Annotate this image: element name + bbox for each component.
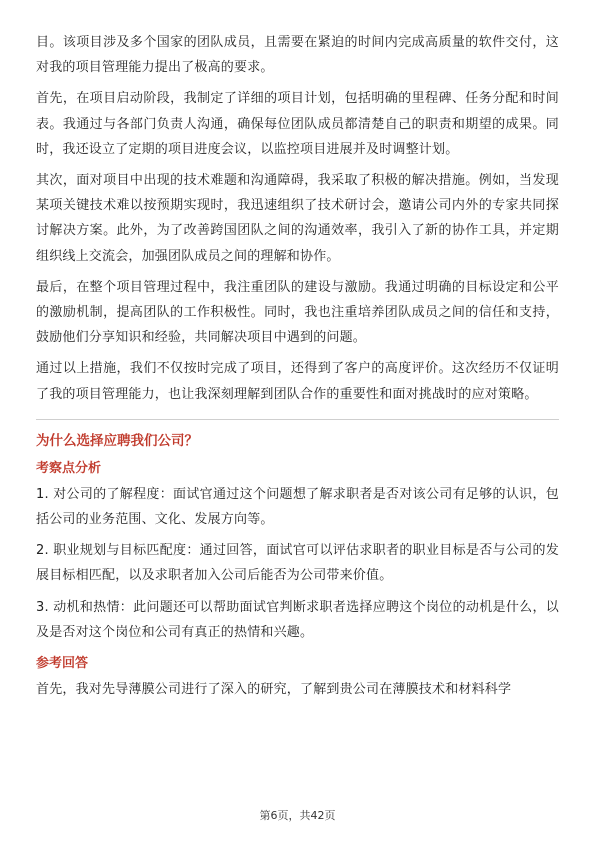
- answer-heading: 参考回答: [36, 656, 89, 672]
- body-paragraph: 目。该项目涉及多个国家的团队成员，且需要在紧迫的时间内完成高质量的软件交付，这对我的项目管理能力提出了极高的要求。: [36, 35, 559, 76]
- body-paragraph: 最后，在整个项目管理过程中，我注重团队的建设与激励。我通过明确的目标设定和公平的激励机制，提高团队的工作积极性。同时，我也注重培养团队成员之间的信任和支持，鼓励他们分享知识和经验，共同解决项目中遇到的问题。: [36, 279, 559, 346]
- answer-paragraph: 首先，我对先导薄膜公司进行了深入的研究，了解到贵公司在薄膜技术和材料科学: [36, 682, 512, 698]
- body-paragraph: 其次，面对项目中出现的技术难题和沟通障碍，我采取了积极的解决措施。例如，当发现某项关键技术难以按预期实现时，我迅速组织了技术研讨会，邀请公司内外的专家共同探讨解决方案。此外，为了改善跨国团队之间的沟通效率，我引入了新的协作工具，并定期组织线上交流会，加强团队成员之间的理解和协作。: [36, 173, 559, 264]
- analysis-item: 1. 对公司的了解程度：面试官通过这个问题想了解求职者是否对该公司有足够的认识，包括公司的业务范围、文化、发展方向等。: [36, 486, 559, 528]
- analysis-item: 2. 职业规划与目标匹配度：通过回答，面试官可以评估求职者的职业目标是否与公司的发展目标相匹配，以及求职者加入公司后能否为公司带来价值。: [36, 543, 559, 584]
- page-content: [36, 30, 559, 708]
- question-title: 为什么选择应聘我们公司？: [36, 432, 198, 449]
- analysis-heading: 考察点分析: [36, 460, 102, 476]
- section-divider: [36, 419, 559, 420]
- body-paragraph: 首先，在项目启动阶段，我制定了详细的项目计划，包括明确的里程碑、任务分配和时间表。我通过与各部门负责人沟通，确保每位团队成员都清楚自己的职责和期望的成果。同时，我还设立了定期的项目进度会议，以监控项目进展并及时调整计划。: [36, 91, 559, 157]
- analysis-item: 3. 动机和热情：此问题还可以帮助面试官判断求职者选择应聘这个岗位的动机是什么，以及是否对这个岗位和公司有真正的热情和兴趣。: [36, 599, 559, 640]
- page-number: 第6页，共42页: [259, 809, 336, 822]
- body-paragraph: 通过以上措施，我们不仅按时完成了项目，还得到了客户的高度评价。这次经历不仅证明了我的项目管理能力，也让我深刻理解到团队合作的重要性和面对挑战时的应对策略。: [36, 361, 559, 402]
